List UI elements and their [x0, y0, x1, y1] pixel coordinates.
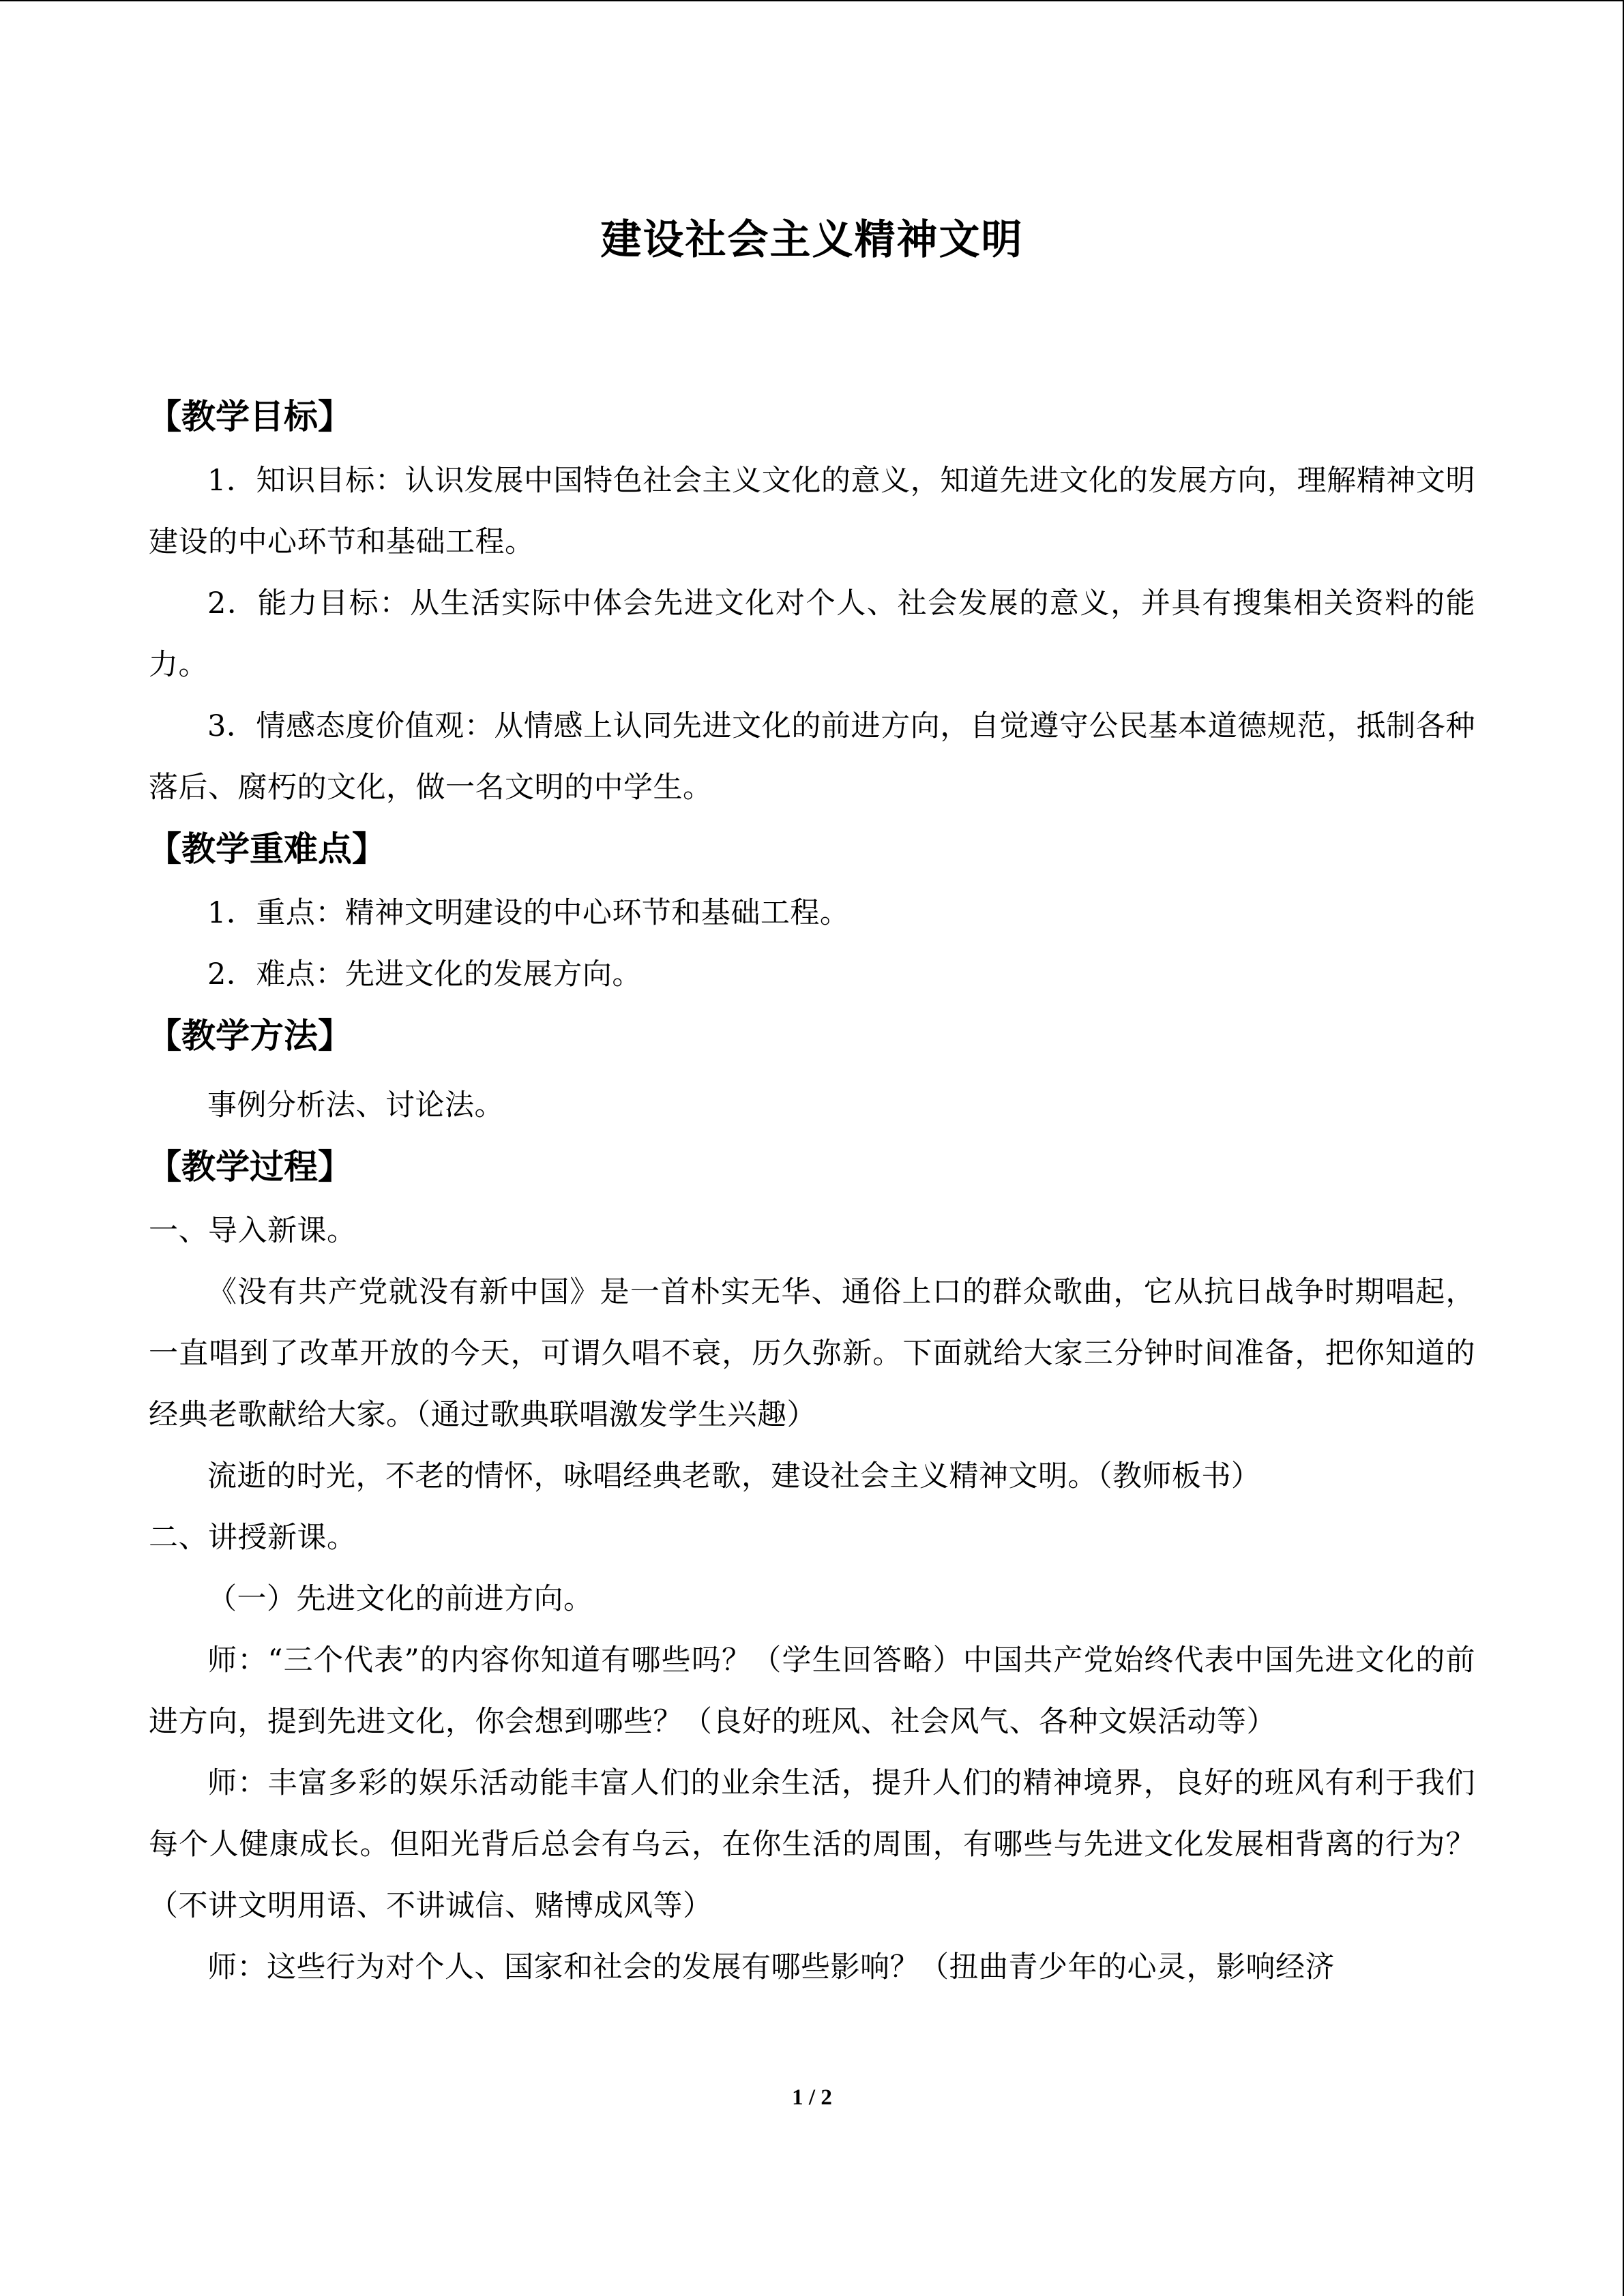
process-part2-title: 二、讲授新课。	[149, 1521, 357, 1555]
key-point-focus: 1．重点：精神文明建设的中心环节和基础工程。	[207, 896, 850, 930]
process-subsection1-title: （一）先进文化的前进方向。	[207, 1582, 593, 1616]
process-intro-paragraph: 《没有共产党就没有新中国》是一首朴实无华、通俗上口的群众歌曲，它从抗日战争时期唱起，一直唱到了改革开放的今天，可谓久唱不衰，历久弥新。下面就给大家三分钟时间准备，把你知道的经典老歌献给大家。（通过歌典联唱激发学生兴趣）	[149, 1275, 1475, 1432]
key-point-difficulty: 2．难点：先进文化的发展方向。	[207, 957, 642, 992]
heading-methods: 【教学方法】	[147, 1015, 352, 1056]
heading-objectives: 【教学目标】	[147, 396, 352, 436]
heading-process: 【教学过程】	[147, 1146, 352, 1187]
methods-text: 事例分析法、讨论法。	[207, 1088, 504, 1122]
process-teacher-question-3: 师：这些行为对个人、国家和社会的发展有哪些影响？（扭曲青少年的心灵，影响经济	[207, 1950, 1335, 1984]
objective-knowledge: 1．知识目标：认识发展中国特色社会主义文化的意义，知道先进文化的发展方向，理解精神文明建设的中心环节和基础工程。	[149, 464, 1475, 559]
process-part1-title: 一、导入新课。	[149, 1214, 357, 1248]
document-body	[149, 198, 1475, 1998]
heading-key-points: 【教学重难点】	[147, 829, 386, 869]
page-title: 建设社会主义精神文明	[600, 216, 1024, 264]
objective-values: 3．情感态度价值观：从情感上认同先进文化的前进方向，自觉遵守公民基本道德规范，抵制各种落后、腐朽的文化，做一名文明的中学生。	[149, 709, 1475, 805]
page-number: 1 / 2	[792, 2085, 832, 2110]
process-teacher-question-2: 师：丰富多彩的娱乐活动能丰富人们的业余生活，提升人们的精神境界，良好的班风有利于我们每个人健康成长。但阳光背后总会有乌云，在你生活的周围，有哪些与先进文化发展相背离的行为？（不讲文明用语、不讲诚信、赌博成风等）	[149, 1766, 1475, 1923]
page-top-border	[0, 0, 1624, 1]
process-intro-board-note: 流逝的时光，不老的情怀，咏唱经典老歌，建设社会主义精神文明。（教师板书）	[207, 1459, 1261, 1493]
process-teacher-question-1: 师：“三个代表”的内容你知道有哪些吗？（学生回答略）中国共产党始终代表中国先进文化的前进方向，提到先进文化，你会想到哪些？（良好的班风、社会风气、各种文娱活动等）	[149, 1643, 1475, 1739]
objective-ability: 2．能力目标：从生活实际中体会先进文化对个人、社会发展的意义，并具有搜集相关资料的能力。	[149, 586, 1475, 682]
